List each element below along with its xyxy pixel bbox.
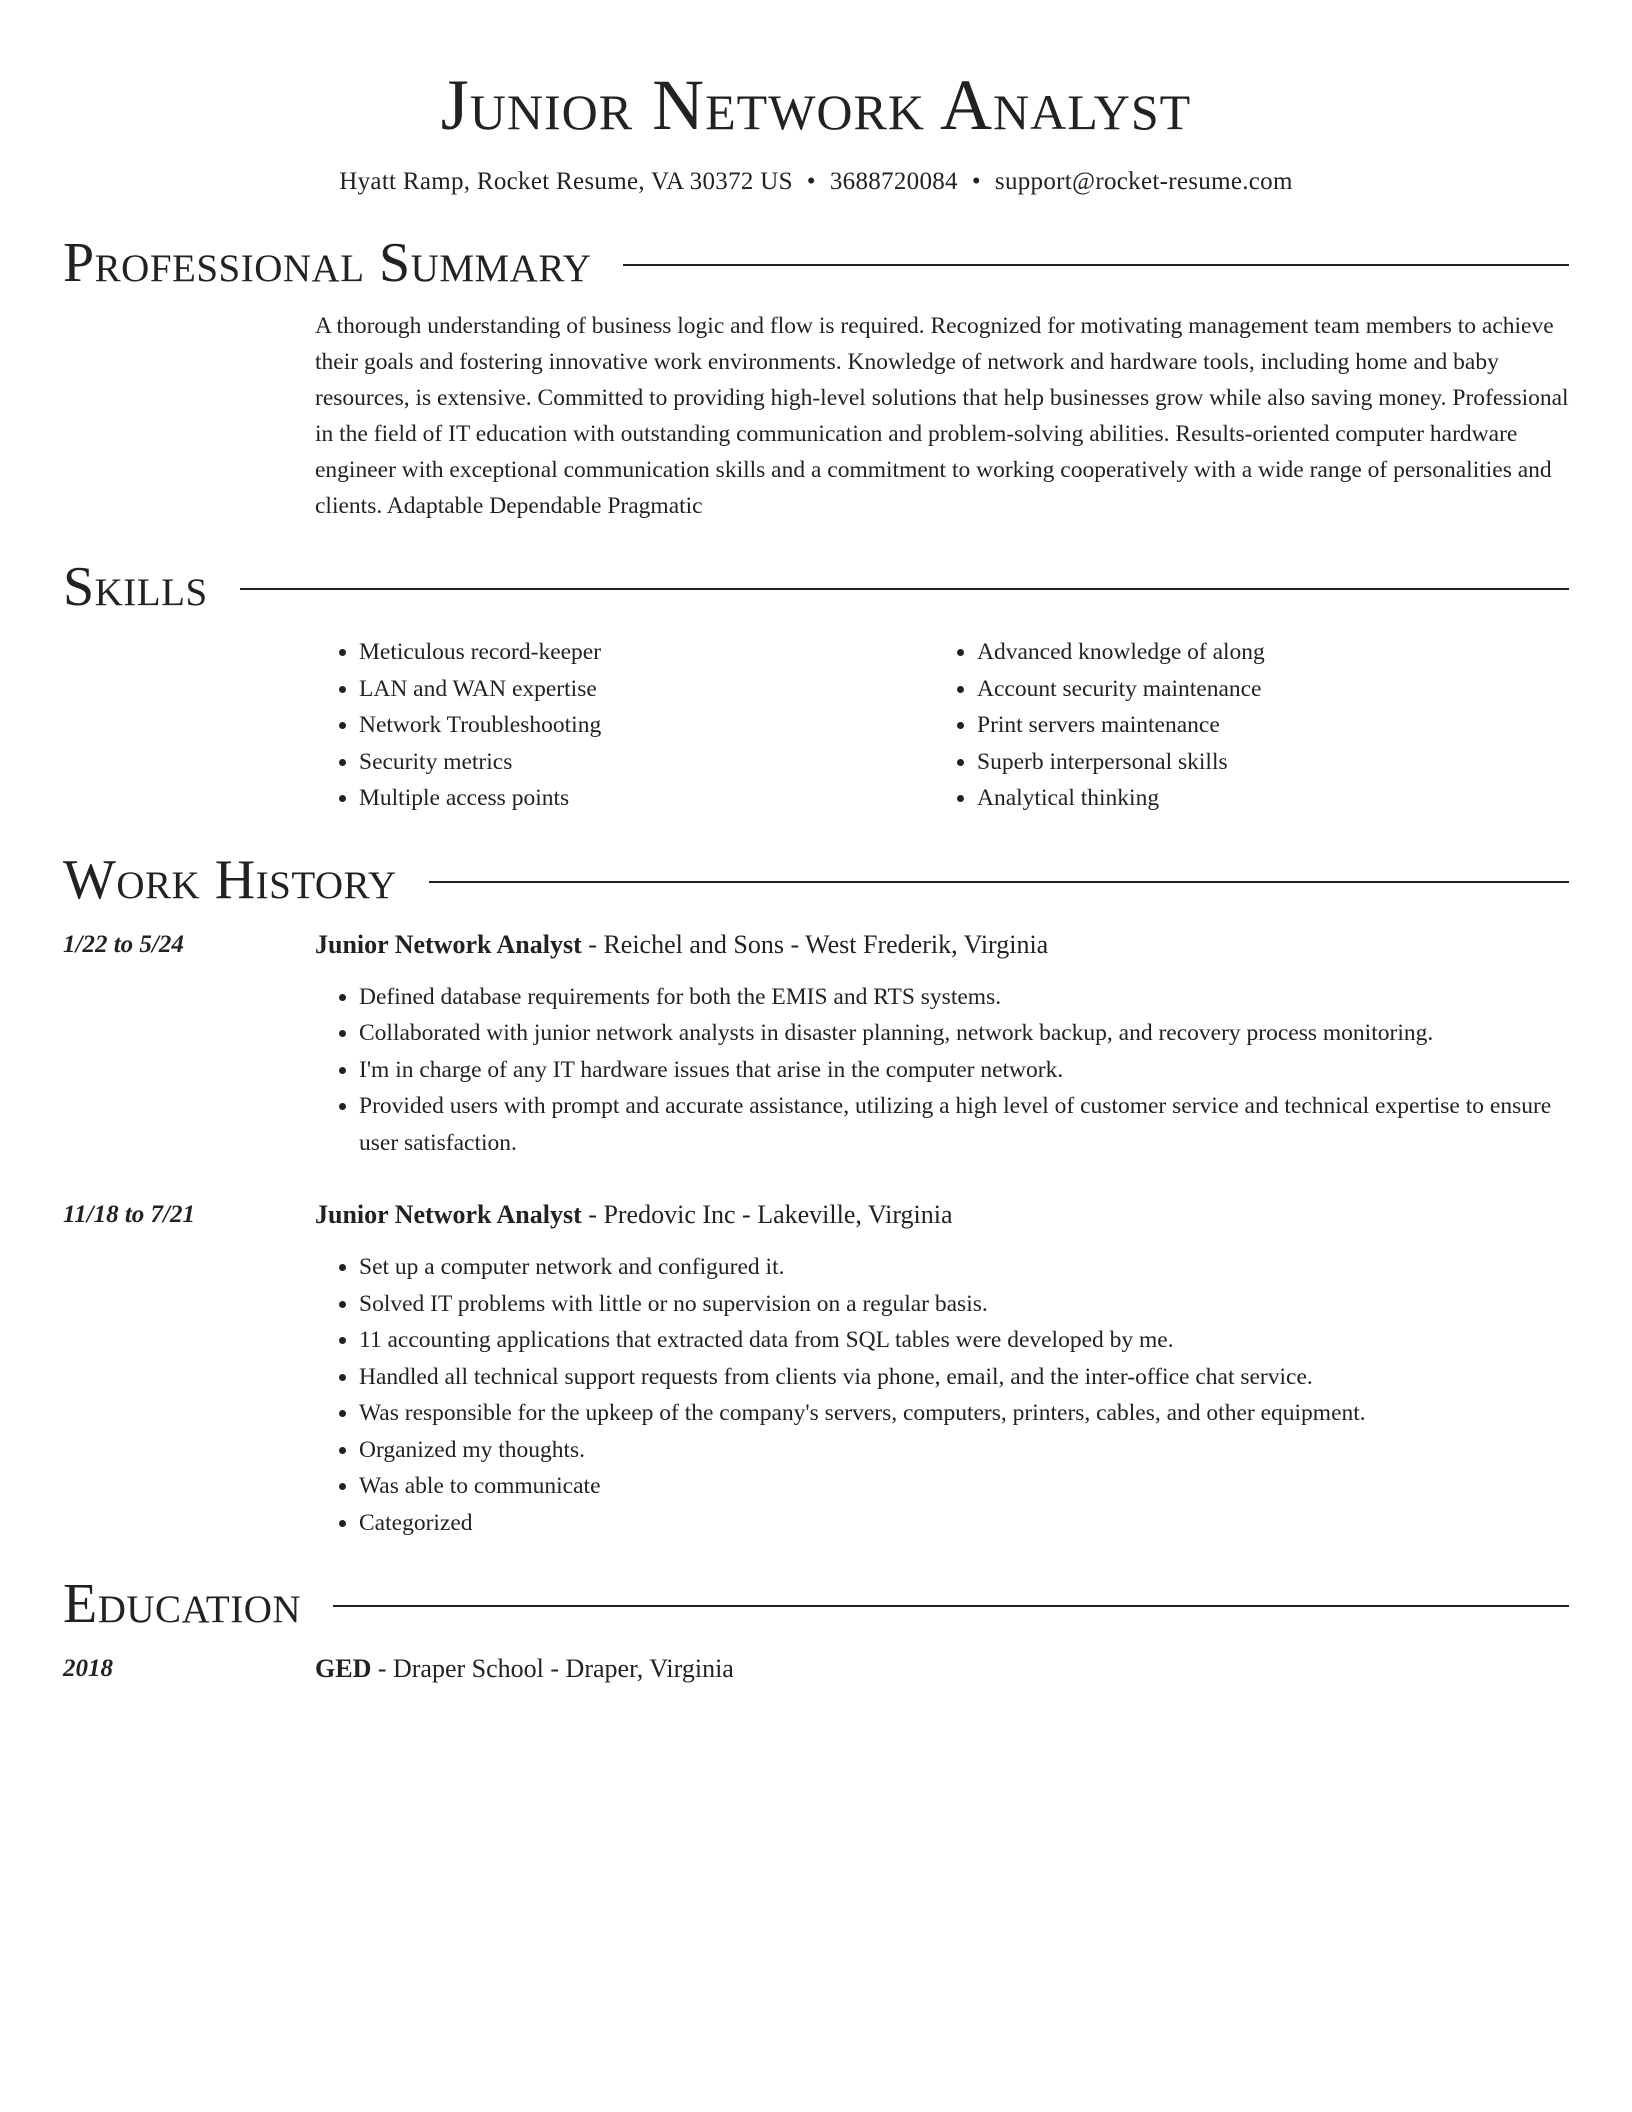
skill-item: • Multiple access points	[359, 780, 933, 817]
contact-address: Hyatt Ramp, Rocket Resume, VA 30372 US	[339, 168, 793, 195]
skill-item: • Meticulous record-keeper	[359, 634, 933, 671]
job-bullet: • Provided users with prompt and accurate assistance, utilizing a high level of customer service and technical expertise to ensure user satisfaction.	[359, 1088, 1569, 1161]
job-bullet: • I'm in charge of any IT hardware issues that arise in the computer network.	[359, 1052, 1569, 1089]
section-heading	[63, 554, 1569, 620]
job-role: Junior Network Analyst	[315, 929, 582, 959]
job-bullet: • Collaborated with junior network analysts in disaster planning, network backup, and recovery process monitoring.	[359, 1015, 1569, 1052]
section-heading	[63, 847, 1569, 913]
summary-text: A thorough understanding of business logic and flow is required. Recognized for motivating management team members to achieve their goals and fostering innovative work environments. Knowledge of network and hardware tools, including home and baby resources, is extensive. Committed to providing high-level solutions that help businesses grow while also saving money. Professional in the field of IT education with outstanding communication and problem-solving abilities. Results-oriented computer hardware engineer with exceptional communication skills and a commitment to working cooperatively with a wide range of personalities and clients. Adaptable Dependable Pragmatic	[315, 313, 1569, 519]
contact-phone: 3688720084	[829, 168, 958, 195]
skills-title: Skills	[63, 556, 208, 618]
section-heading	[63, 230, 1569, 296]
contact-separator: •	[806, 168, 816, 195]
section-divider	[333, 1605, 1569, 1607]
job-dates: 1/22 to 5/24	[63, 930, 184, 958]
skill-item: • Network Troubleshooting	[359, 707, 933, 744]
job-bullet: • Organized my thoughts.	[359, 1432, 1569, 1469]
education-content	[315, 1651, 1569, 1687]
candidate-name: Junior Network Analyst	[440, 65, 1192, 145]
job-bullet: • Set up a computer network and configured it.	[359, 1249, 1569, 1286]
skill-item: • Security metrics	[359, 744, 933, 781]
job-bullet: • Was able to communicate	[359, 1468, 1569, 1505]
job-bullet: • Solved IT problems with little or no supervision on a regular basis.	[359, 1286, 1569, 1323]
education-school: - Draper School - Draper, Virginia	[371, 1654, 734, 1683]
skill-item: • Print servers maintenance	[977, 707, 1265, 744]
contact-separator: •	[971, 168, 981, 195]
skill-item: • Analytical thinking	[977, 780, 1265, 817]
skills-list	[315, 634, 1569, 817]
job-dates: 11/18 to 7/21	[63, 1201, 195, 1228]
job-bullet: • Handled all technical support requests from clients via phone, email, and the inter-office chat service.	[359, 1359, 1569, 1396]
section-divider	[429, 881, 1569, 883]
skill-item: • Advanced knowledge of along	[977, 634, 1265, 671]
section-heading	[63, 1571, 1569, 1637]
contact-email: support@rocket-resume.com	[994, 168, 1293, 195]
job-title-line	[315, 927, 1569, 963]
education-degree: GED	[315, 1654, 372, 1683]
job-employer: - Reichel and Sons - West Frederik, Virginia	[581, 929, 1049, 959]
job-bullet: • 11 accounting applications that extracted data from SQL tables were developed by me.	[359, 1322, 1569, 1359]
skill-item: • LAN and WAN expertise	[359, 671, 933, 708]
skills-section	[63, 554, 1569, 817]
job-bullet: • Categorized	[359, 1505, 1569, 1542]
job-role: Junior Network Analyst	[315, 1200, 582, 1229]
job-bullet: • Defined database requirements for both the EMIS and RTS systems.	[359, 979, 1569, 1016]
job-content	[315, 1197, 1569, 1541]
education-line	[315, 1651, 1569, 1687]
section-divider	[623, 264, 1569, 266]
skills-column-left	[315, 634, 933, 817]
job-entry	[63, 927, 1569, 1162]
education-entry	[63, 1651, 1569, 1687]
summary-section	[63, 230, 1569, 524]
job-title-line	[315, 1197, 1569, 1233]
summary-title: Professional Summary	[63, 232, 592, 294]
education-section	[63, 1571, 1569, 1687]
job-bullets	[315, 1249, 1569, 1541]
job-entry	[63, 1197, 1569, 1541]
education-title: Education	[63, 1573, 302, 1635]
job-content	[315, 927, 1569, 1162]
job-bullet: • Was responsible for the upkeep of the company's servers, computers, printers, cables, and other equipment.	[359, 1395, 1569, 1432]
contact-line	[63, 164, 1569, 200]
skill-item: • Superb interpersonal skills	[977, 744, 1265, 781]
work-history-section	[63, 847, 1569, 1542]
job-bullets	[315, 979, 1569, 1162]
skill-item: • Account security maintenance	[977, 671, 1265, 708]
job-employer: - Predovic Inc - Lakeville, Virginia	[581, 1200, 953, 1229]
skills-column-right	[933, 634, 1265, 817]
work-history-title: Work History	[63, 848, 397, 911]
education-year: 2018	[63, 1655, 113, 1682]
section-divider	[240, 588, 1569, 590]
